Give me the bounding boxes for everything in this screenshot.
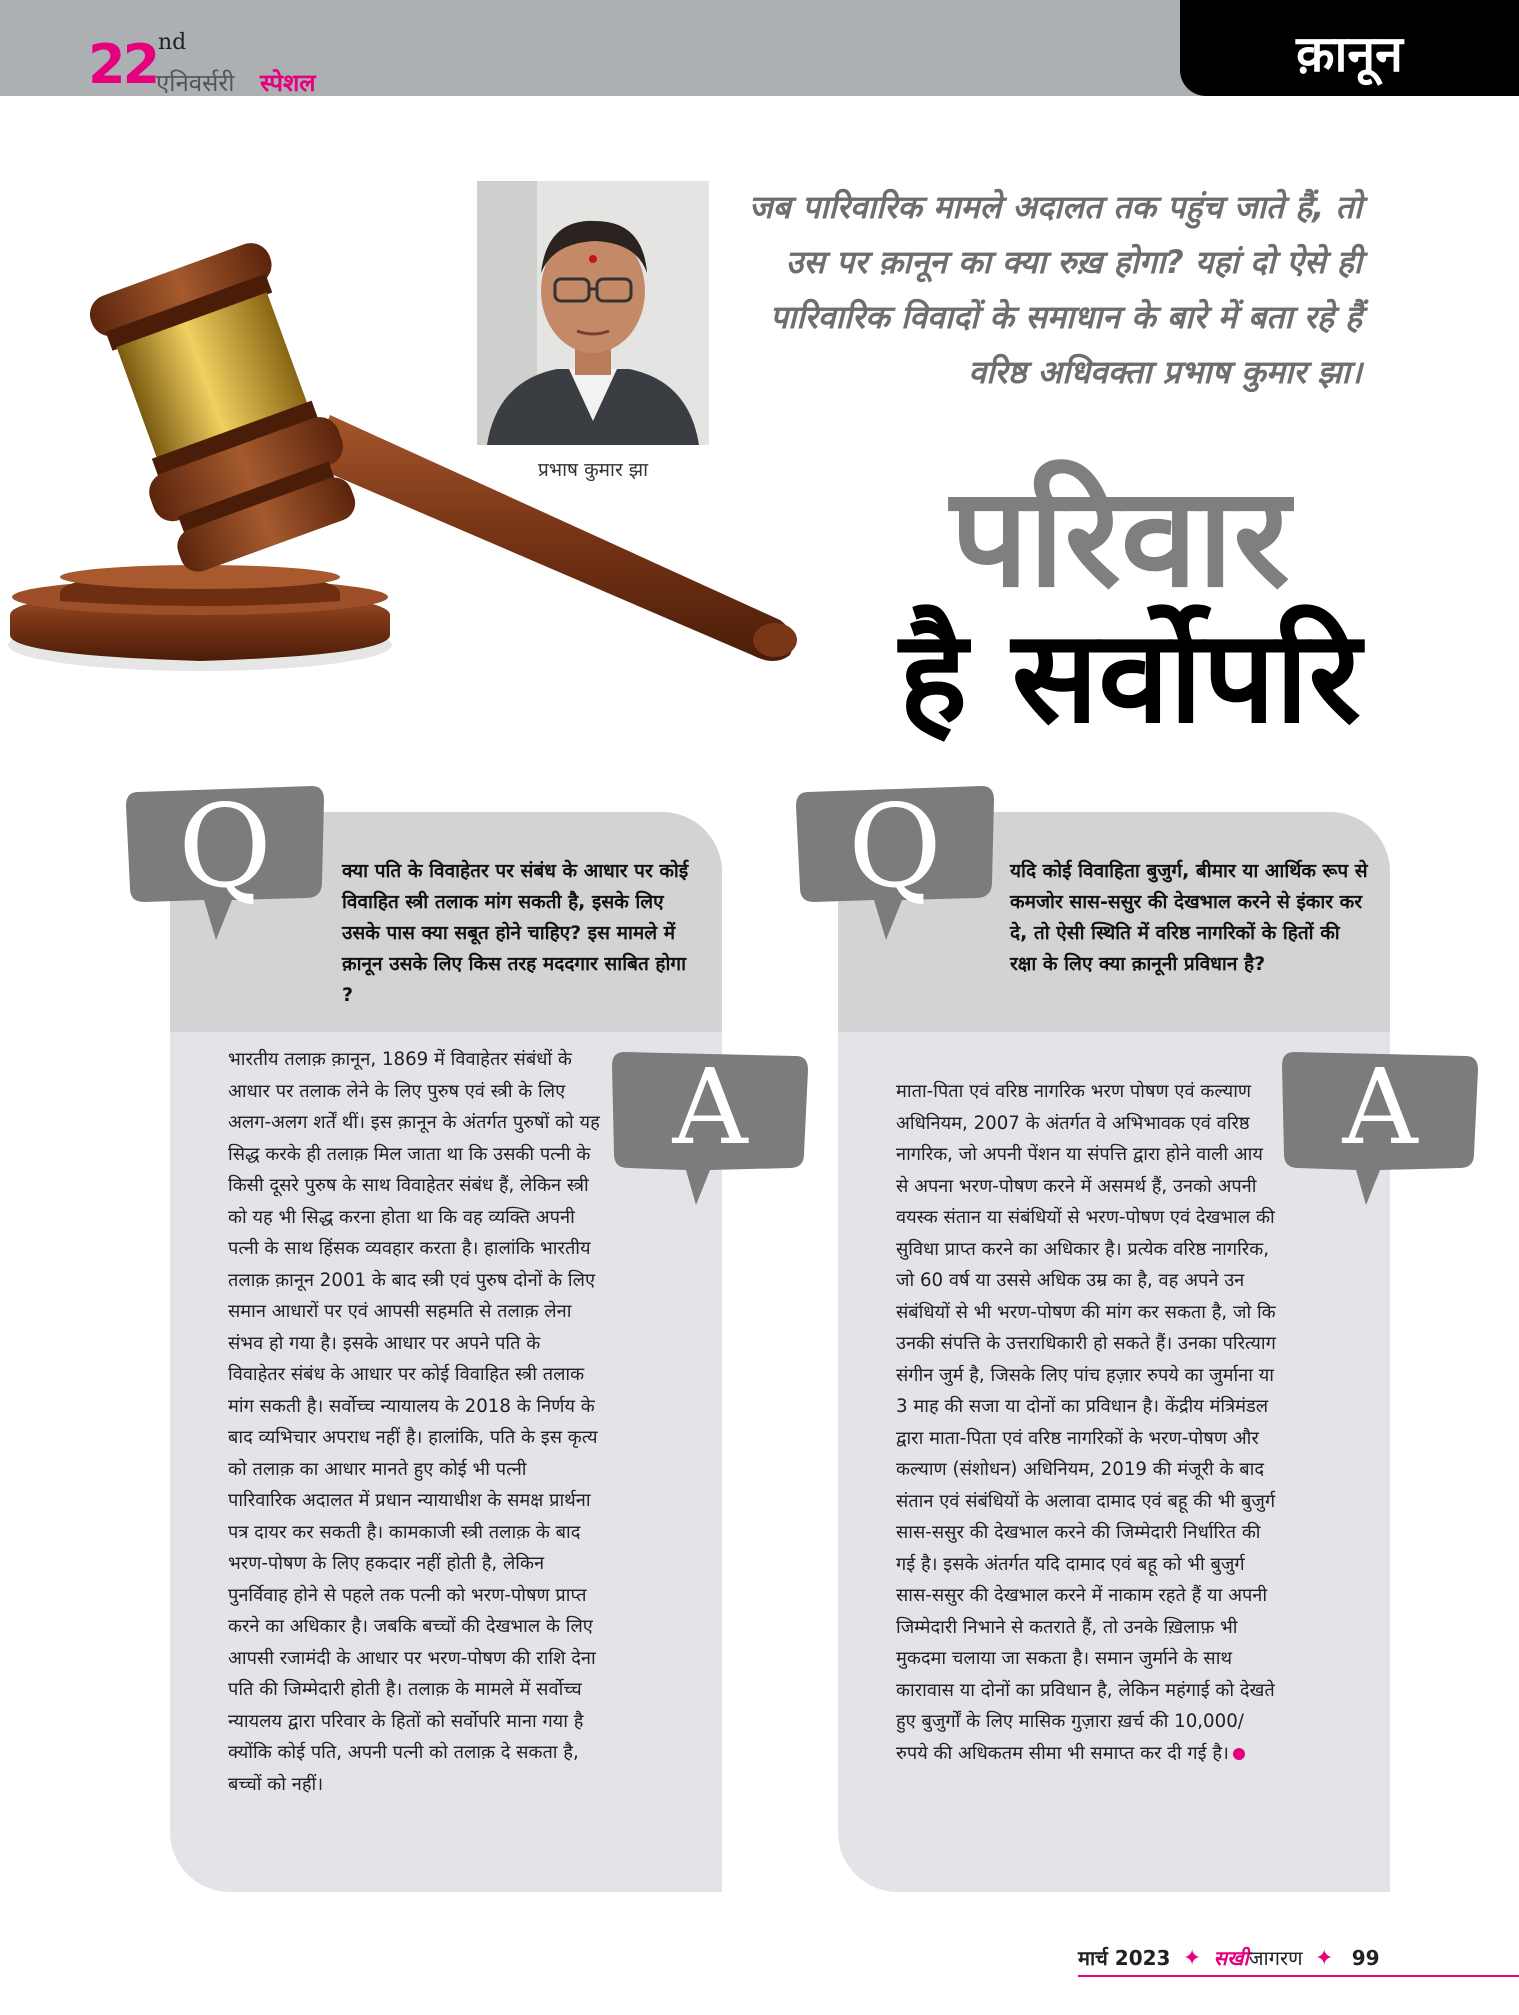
page-footer: [1078, 1944, 1380, 1976]
star-icon: ✦: [1314, 1946, 1334, 1971]
section-label: क़ानून: [1296, 25, 1403, 83]
end-mark-icon: [1233, 1748, 1245, 1760]
a-bubble-2: [1280, 1046, 1480, 1205]
qa-card-2: [838, 812, 1390, 1892]
answer-body: भारतीय तलाक़ क़ानून, 1869 में विवाहेतर संबंधों के आधार पर तलाक लेने के लिए पुरुष एवं स्त्री के लिए अलग-अलग शर्तें थीं। इस क़ानून के अंतर्गत पुरुषों को यह सिद्ध करके ही तलाक़ मिल जाता था कि उसकी पत्नी के किसी दूसरे पुरुष के साथ विवाहेतर संबंध हैं, लेकिन स्त्री को यह भी सिद्ध करना होता था कि वह व्यक्ति अपनी पत्नी के साथ हिंसक व्यवहार करता है। हालांकि भारतीय तलाक़ क़ानून 2001 के बाद स्त्री एवं पुरुष दोनों के लिए समान आधारों पर एवं आपसी सहमति से तलाक़ लेना संभव हो गया है। इसके आधार पर अपने पति के विवाहेतर संबंध के आधार पर कोई विवाहित स्त्री तलाक मांग सकती है। सर्वोच्च न्यायालय के 2018 के निर्णय के बाद व्यभिचार अपराध नहीं है। हालांकि, पति के इस कृत्य को तलाक़ का आधार मानते हुए कोई भी पत्नी पारिवारिक अदालत में प्रधान न्यायाधीश के समक्ष प्रार्थना पत्र दायर कर सकती है। कामकाजी स्त्री तलाक़ के बाद भरण-पोषण के लिए हकदार नहीं होती है, लेकिन पुनर्विवाह होने से पहले तक पत्नी को भरण-पोषण प्राप्त करने का अधिकार है। जबकि बच्चों की देखभाल के लिए आपसी रजामंदी के आधार पर भरण-पोषण की राशि देना पति की जिम्मेदारी होती है। तलाक़ के मामले में सर्वोच्च न्यायलय द्वारा परिवार के हितों को सर्वोपरि माना गया है क्योंकि कोई पति, अपनी पत्नी को तलाक़ दे सकता है, बच्चों को नहीं।: [228, 1049, 600, 1795]
answer-text: [228, 1044, 600, 1800]
photo-caption: प्रभाष कुमार झा: [537, 459, 649, 481]
a-bubble-1: [610, 1046, 810, 1205]
anniversary-suffix: nd: [158, 30, 187, 55]
q-bubble-1: [124, 780, 326, 941]
page-number: 99: [1351, 1946, 1380, 1970]
q-letter: Q: [848, 780, 942, 913]
headline-line-2: है सर्वोपरि: [899, 603, 1361, 752]
anniversary-number: 22: [88, 33, 158, 96]
answer-text: [896, 1076, 1276, 1769]
qa-card-1: [170, 812, 722, 1892]
footer-brand-part-2: जागरण: [1248, 1946, 1303, 1970]
a-letter: A: [672, 1046, 748, 1168]
headline-line-1: परिवार: [950, 457, 1290, 618]
section-tab: [1180, 0, 1519, 96]
footer-date: मार्च 2023: [1078, 1946, 1171, 1970]
q-letter: Q: [178, 780, 272, 913]
q-bubble-2: [794, 780, 996, 941]
author-photo: [477, 181, 709, 445]
question-text: क्या पति के विवाहेतर पर संबंध के आधार पर कोई विवाहित स्त्री तलाक मांग सकती है, इसके लिए उसके पास क्या सबूत होने चाहिए? इस मामले में क़ानून उसके लिए किस तरह मददगार साबित होगा ?: [342, 860, 689, 1006]
anniversary-special: स्पेशल: [260, 69, 316, 97]
star-icon: ✦: [1182, 1946, 1202, 1971]
answer-body: माता-पिता एवं वरिष्ठ नागरिक भरण पोषण एवं कल्याण अधिनियम, 2007 के अंतर्गत वे अभिभावक एवं वरिष्ठ नागरिक, जो अपनी पेंशन या संपत्ति द्वारा होने वाली आय से अपना भरण-पोषण करने में असमर्थ हैं, उनको अपनी वयस्क संतान या संबंधियों से भरण-पोषण एवं देखभाल की सुविधा प्राप्त करने का अधिकार है। प्रत्येक वरिष्ठ नागरिक, जो 60 वर्ष या उससे अधिक उम्र का है, वह अपने उन संबंधियों से भी भरण-पोषण की मांग कर सकता है, जो कि उनकी संपत्ति के उत्तराधिकारी हो सकते हैं। उनका परित्याग संगीन जुर्म है, जिसके लिए पांच हज़ार रुपये का जुर्माना या 3 माह की सजा या दोनों का प्रविधान है। केंद्रीय मंत्रिमंडल द्वारा माता-पिता एवं वरिष्ठ नागरिकों के भरण-पोषण और कल्याण (संशोधन) अधिनियम, 2019 की मंजूरी के बाद संतान एवं संबंधियों के अलावा दामाद एवं बहू की भी बुजुर्ग सास-ससुर की देखभाल करने की जिम्मेदारी निर्धारित की गई है। इसके अंतर्गत यदि दामाद एवं बहू को भी बुजुर्ग सास-ससुर की देखभाल करने में नाकाम रहते हैं या अपनी जिम्मेदारी निभाने से कतराते हैं, तो उनके ख़िलाफ़ भी मुकदमा चलाया जा सकता है। समान जुर्माने के साथ कारावास या दोनों का प्रविधान है, लेकिन महंगाई को देखते हुए बुजुर्गों के लिए मासिक गुज़ारा ख़र्च की 10,000/ रुपये की अधिकतम सीमा भी समाप्त कर दी गई है।: [896, 1081, 1276, 1764]
intro-text: जब पारिवारिक मामले अदालत तक पहुंच जाते हैं, तो उस पर क़ानून का क्या रुख़ होगा? यहां दो ऐसे ही पारिवारिक विवादों के समाधान के बारे में बता रहे हैं वरिष्ठ अधिवक्ता प्रभाष कुमार झा।: [748, 188, 1362, 391]
footer-divider: [1078, 1975, 1519, 1977]
anniversary-word: एनिवर्सरी: [156, 69, 235, 97]
footer-brand-part-1: सखी: [1213, 1946, 1249, 1970]
a-letter: A: [1342, 1046, 1418, 1168]
question-text: यदि कोई विवाहिता बुजुर्ग, बीमार या आर्थिक रूप से कमजोर सास-ससुर की देखभाल करने से इंकार कर दे, तो ऐसी स्थिति में वरिष्ठ नागरिकों के हितों की रक्षा के लिए क्या क़ानूनी प्रविधान है?: [1010, 860, 1368, 975]
